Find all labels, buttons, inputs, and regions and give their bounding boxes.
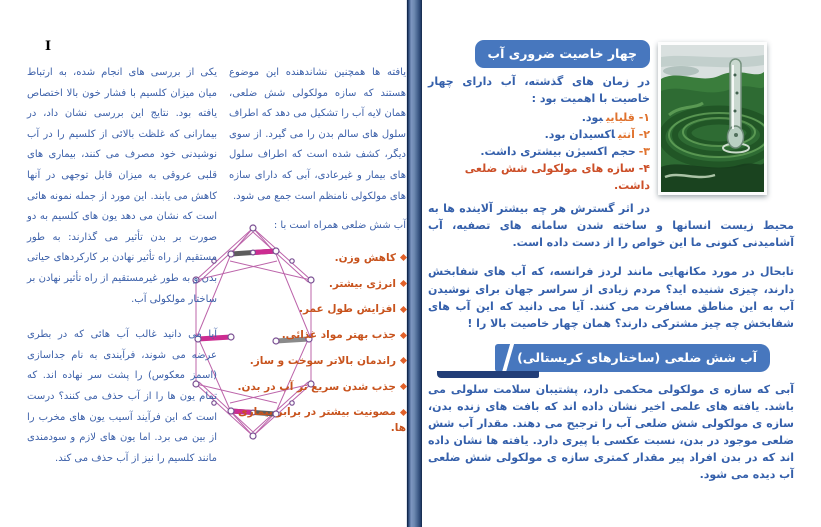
list-item: جذب بهتر مواد غذائی. xyxy=(229,328,406,344)
list-item: جذب شدن سریع تر آب در بدن. xyxy=(229,380,406,396)
list-item: انرژی بیشتر. xyxy=(229,277,406,293)
list-item: افزایش طول عمر. xyxy=(229,302,406,318)
paragraph-pollution: در اثر گسترش هر چه بیشتر آلاینده ها به محیط زیست انسانها و ساخته شدن سامانه های تصفیه، آب آشامیدنی کنونی ما این خواص را از دست داده است. xyxy=(428,202,794,250)
paragraph-lourdes: تابحال در مورد مکانهایی مانند لردز فرانسه، که آب های شفابخش دارند، چیزی شنیده اید؟ مردم زیادی از سراسر جهان برای نوشیدن آب به این مناطق مسافرت می کنند. آیا می دانید که این آب های شفابخش چه چیز مشترکی دارند؟ همان چهار خاصیت بالا را ! xyxy=(428,265,794,330)
photo-frame xyxy=(650,36,794,203)
section2-heading-label: آب شش ضلعی (ساختارهای کریستالی) xyxy=(517,349,757,365)
bullet-icon xyxy=(400,306,407,313)
left-page-first-column xyxy=(27,63,217,469)
paragraph-calcium-study: یکی از بررسی های انجام شده، به ارتباط میان میزان کلسیم با فشار خون بالا اختصاص یافته بود. نتایج این بررسی نشان داد، در بیمارانی که غلظت بالائی از کلسیم را در آب نوشیدنی خود مصرف می کنند، بیماری های قلبی عروقی به میزان قابل توجهی در آنها کاهش می یابند. این مورد از جمله نمونه هائی است که نشان می دهد یون های کلسیم به دو صورت بر بدن تأثیر می گذارند: به طور مستقیم از راه تأثیر نهادن بر کارکردهای حیاتی بدن و به طور غیرمستقیم از راه تأثیر نهادن بر ساختار مولکولی آب. xyxy=(27,67,217,305)
paragraph-hexagonal-layer: یافته ها همچنین نشاندهنده این موضوع هستند که سازه مولکولی شش ضلعی، همان لایه آب را تشکیل می دهد که اطراف سلول های سالم بدن را می گیرد. از سوی دیگر، کشف شده است که اطراف سلول های بیمار و غیرعادی، آبی که دارای سازه های مولکولی نامنظم است جمع می شود. xyxy=(229,67,406,202)
list-item: مصونیت بیشتر در برابر بیماری ها. xyxy=(238,406,406,434)
green-water-splash-photo xyxy=(658,42,767,195)
list-item: کاهش وزن. xyxy=(229,251,406,267)
benefits-intro: آب شش ضلعی همراه است با : xyxy=(273,220,406,232)
section1-heading-badge xyxy=(475,40,650,68)
page-right xyxy=(422,0,821,527)
section1-heading-label: چهار خاصیت ضروری آب xyxy=(487,46,637,61)
page-spine xyxy=(406,0,423,527)
bullet-icon xyxy=(400,254,407,261)
page-left xyxy=(0,0,406,527)
bullet-icon xyxy=(400,331,407,338)
badge-underline-bar xyxy=(437,371,539,378)
list-item: ۱- قلیاییبود. xyxy=(581,111,650,125)
badge-slash-decoration xyxy=(502,343,515,373)
benefits-list xyxy=(229,251,406,437)
section2-heading-badge xyxy=(495,344,770,372)
list-item: ۴- سازه های مولکولی شش ضلعی داشت. xyxy=(464,162,650,193)
bullet-icon xyxy=(400,280,407,287)
text-cursor-mark: I xyxy=(45,39,52,54)
bullet-icon xyxy=(400,357,407,364)
left-page-second-column xyxy=(229,63,406,447)
list-item: راندمان بالاتر سوخت و ساز. xyxy=(229,354,406,370)
paragraph-four-properties-intro: در زمان های گذشته، آب دارای چهار خاصیت با اهمیت بود : xyxy=(428,75,650,106)
bullet-icon xyxy=(400,383,407,390)
paragraph-hexagonal-water: آبی که سازه ی مولکولی محکمی دارد، پشتیبان سلامت سلولی می باشد. یافته های علمی اخیر نشان داده اند که بافت های زنده بدن، سازه ی مولکولی شش ضلعی آب را ترجیح می دهند. مقدار آب شش ضلعی موجود در بدن، نسبت عکسی با پیری دارد. یافته ها نشان داده اند که در بدن افراد پیر مقدار کمتری سازه ی مولکولی شش ضلعی آب دیده می شود. xyxy=(428,382,794,481)
list-item: ۲- آنتیاکسیدان بود. xyxy=(544,128,650,142)
bullet-icon xyxy=(400,409,407,416)
section2-heading-row xyxy=(428,344,770,371)
paragraph-reverse-osmosis: آیا می دانید غالب آب هائی که در بطری عرضه می شوند، فرآیندی به نام جداسازی (اسمز معکوس) را پشت سر نهاده اند. که تمام یون ها را از آب حذف می کنند؟ درست است که این فرآیند آسیب یون های مخرب را از بین می برد. اما یون های لازم و سودمندی مانند کلسیم را نیز از آب حذف می کند. xyxy=(27,329,217,464)
list-item: ۳-حجم اکسیژن بیشتری داشت. xyxy=(480,145,650,159)
right-page-content xyxy=(428,36,794,483)
